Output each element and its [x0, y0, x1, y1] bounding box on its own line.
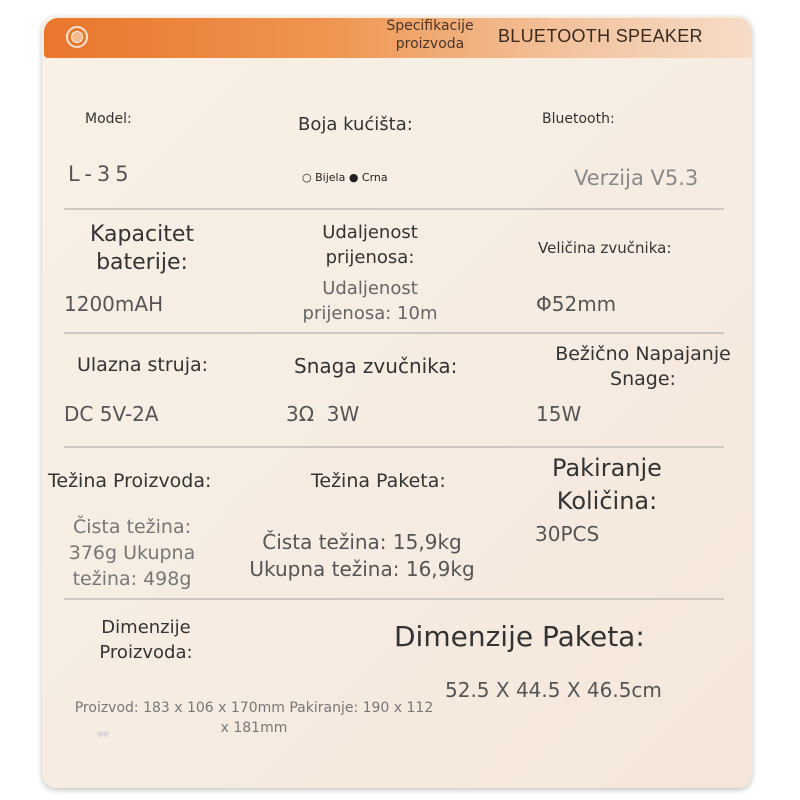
- input-current-label: Ulazna struja:: [77, 354, 209, 376]
- range-value: Udaljenost prijenosa: 10m: [302, 278, 438, 324]
- speaker-size-value: Φ52mm: [536, 292, 617, 316]
- divider-3: [64, 446, 724, 448]
- speaker-power-label: Snaga zvučnika:: [294, 354, 458, 378]
- product-title: BLUETOOTH SPEAKER: [498, 26, 703, 46]
- package-weight-label: Težina Paketa:: [311, 470, 446, 492]
- battery-value: 1200mAH: [64, 292, 164, 316]
- divider-1: [64, 208, 724, 210]
- model-label: Model:: [85, 111, 132, 127]
- divider-2: [64, 332, 724, 334]
- speaker-size-label: Veličina zvučnika:: [538, 239, 672, 257]
- bluetooth-value: Verzija V5.3: [574, 166, 699, 190]
- body-color-options: ○ Bijela ● Crna: [302, 171, 388, 184]
- speaker-icon: [96, 728, 110, 740]
- packing-quantity-value: 30PCS: [535, 522, 600, 546]
- logo-circle-icon: [66, 26, 88, 48]
- battery-label: Kapacitet baterije:: [90, 222, 194, 275]
- divider-4: [64, 598, 724, 600]
- product-dimensions-value: Proizvod: 183 x 106 x 170mm Pakiranje: 190 x 112 x 181mm: [74, 700, 434, 736]
- input-current-value: DC 5V-2A: [64, 402, 159, 426]
- product-weight-value: Čista težina: 376g Ukupna težina: 498g: [68, 516, 196, 590]
- bluetooth-label: Bluetooth:: [542, 111, 615, 127]
- body-color-label: Boja kućišta:: [298, 114, 413, 135]
- package-dimensions-label: Dimenzije Paketa:: [394, 620, 645, 653]
- model-value: L-35: [68, 162, 134, 186]
- wireless-charging-value: 15W: [536, 402, 582, 426]
- package-weight-value: Čista težina: 15,9kg Ukupna težina: 16,9kg: [249, 530, 475, 581]
- packing-quantity-label: Pakiranje Količina:: [552, 454, 662, 515]
- product-dimensions-label: Dimenzije Proizvoda:: [99, 617, 193, 663]
- wireless-charging-label: Bežično Napajanje Snage:: [555, 343, 731, 390]
- specs-label: Specifikacije proizvoda: [386, 18, 474, 52]
- range-label: Udaljenost prijenosa:: [322, 222, 418, 268]
- product-weight-label: Težina Proizvoda:: [48, 470, 212, 492]
- package-dimensions-value: 52.5 X 44.5 X 46.5cm: [445, 678, 662, 702]
- speaker-power-value: 3Ω 3W: [286, 402, 360, 426]
